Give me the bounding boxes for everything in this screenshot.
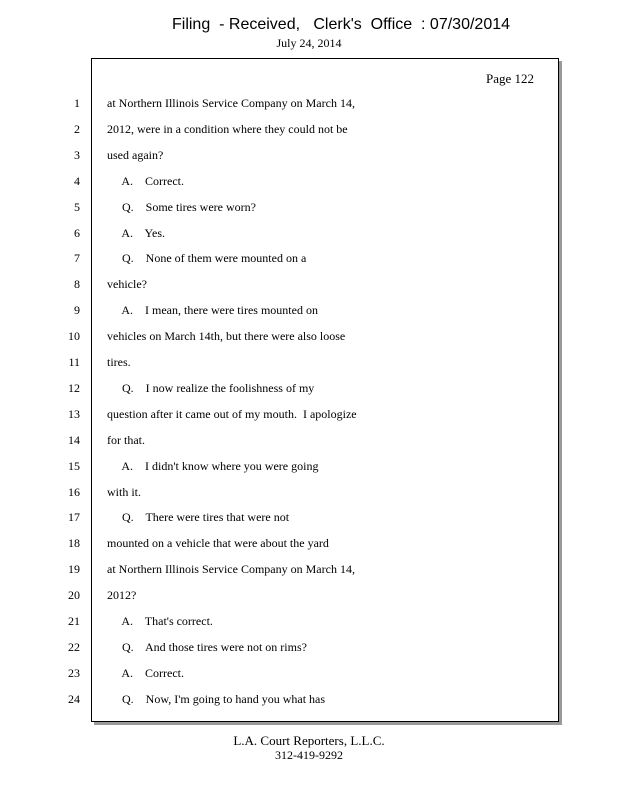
line-number: 18 — [68, 536, 80, 550]
line-number: 8 — [74, 277, 80, 291]
transcript-line: A. Correct. — [107, 174, 184, 188]
line-number: 11 — [68, 355, 80, 369]
line-number: 17 — [68, 510, 80, 524]
transcript-line: question after it came out of my mouth. I apologize — [107, 407, 357, 421]
transcript-line: Q. There were tires that were not — [107, 510, 290, 524]
transcript-line: A. Correct. — [107, 666, 184, 680]
line-number: 1 — [74, 96, 80, 110]
line-number: 7 — [74, 251, 80, 265]
transcript-line: Q. Now, I'm going to hand you what has — [107, 692, 326, 706]
line-number: 4 — [74, 174, 80, 188]
transcript-line: 2012? — [107, 588, 137, 602]
transcript-line: for that. — [107, 433, 145, 447]
line-number: 3 — [74, 148, 80, 162]
transcript-line: vehicle? — [107, 277, 147, 291]
line-number: 13 — [68, 407, 80, 421]
transcript-line: Q. And those tires were not on rims? — [107, 640, 307, 654]
line-number: 2 — [74, 122, 80, 136]
transcript-line: with it. — [107, 485, 142, 499]
transcript-line: A. I mean, there were tires mounted on — [107, 303, 318, 317]
transcript-line: Q. I now realize the foolishness of my — [107, 381, 315, 395]
transcript-line: Q. None of them were mounted on a — [107, 251, 307, 265]
transcript-line: 2012, were in a condition where they could not be — [107, 122, 348, 136]
line-number: 22 — [68, 640, 80, 654]
line-number: 5 — [74, 200, 80, 214]
transcript-line: vehicles on March 14th, but there were also loose — [107, 329, 346, 343]
page-number: Page 122 — [485, 71, 534, 86]
line-number: 9 — [74, 303, 80, 317]
line-number: 15 — [68, 459, 80, 473]
transcript-line: at Northern Illinois Service Company on March 14, — [107, 562, 355, 576]
line-number: 16 — [68, 485, 80, 499]
court-reporter-phone: 312-419-9292 — [275, 748, 343, 762]
transcript-line: used again? — [107, 148, 164, 162]
transcript-line: mounted on a vehicle that were about the yard — [107, 536, 329, 550]
line-number: 10 — [68, 329, 80, 343]
transcript-line: tires. — [107, 355, 131, 369]
hearing-date: July 24, 2014 — [276, 36, 342, 50]
transcript-line: Q. Some tires were worn? — [107, 200, 256, 214]
line-number: 20 — [68, 588, 80, 602]
line-number: 21 — [68, 614, 80, 628]
line-number: 14 — [68, 433, 80, 447]
line-number: 12 — [68, 381, 80, 395]
court-reporter-name: L.A. Court Reporters, L.L.C. — [233, 733, 385, 748]
line-number: 24 — [68, 692, 80, 706]
transcript-line: at Northern Illinois Service Company on March 14, — [107, 96, 355, 110]
transcript-line: A. Yes. — [107, 226, 166, 240]
line-number: 23 — [68, 666, 80, 680]
transcript-line: A. That's correct. — [107, 614, 213, 628]
line-number: 6 — [74, 226, 80, 240]
filing-stamp: Filing - Received, Clerk's Office : 07/30/2014 — [171, 16, 511, 33]
line-number: 19 — [68, 562, 80, 576]
transcript-line: A. I didn't know where you were going — [107, 459, 319, 473]
